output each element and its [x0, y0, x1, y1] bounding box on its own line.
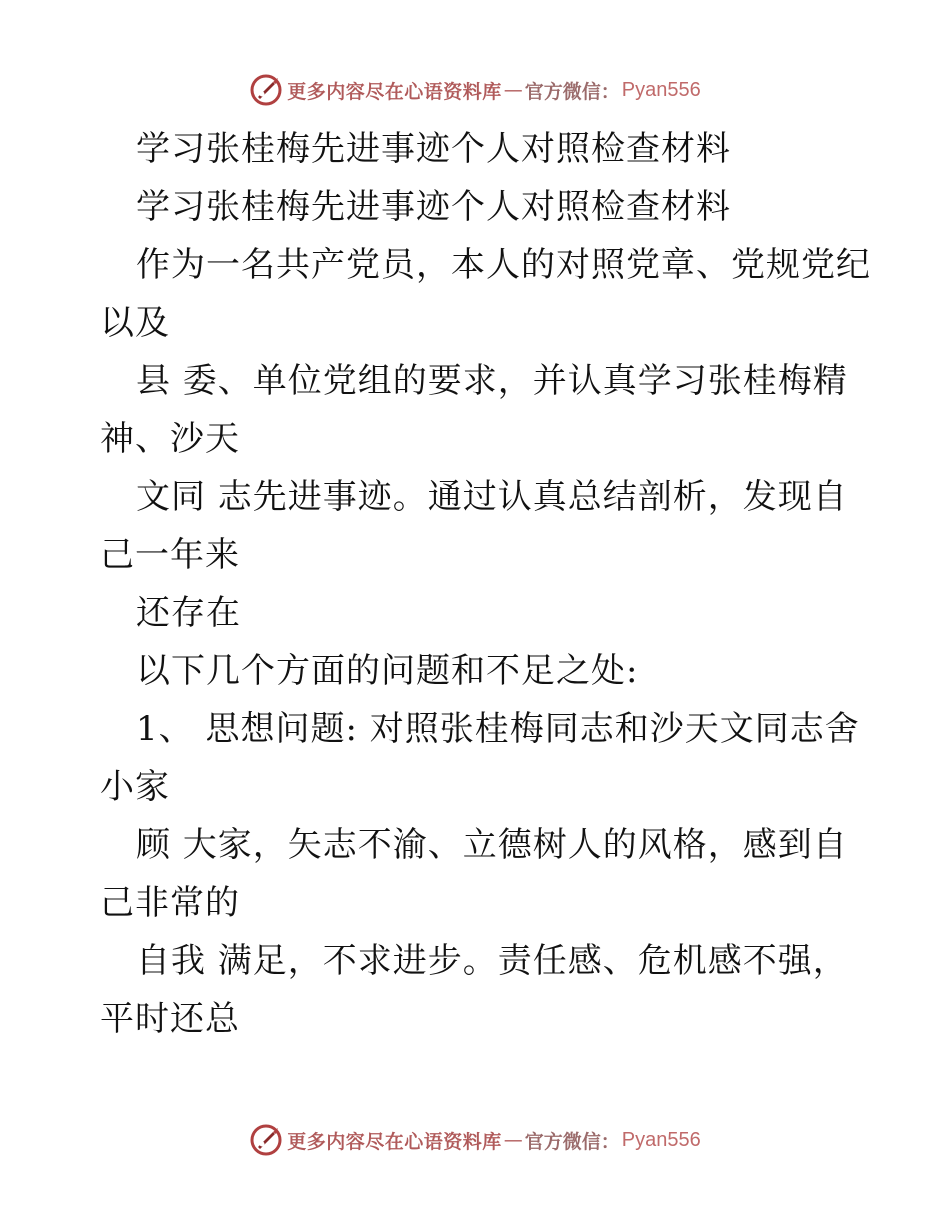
document-title: 学习张桂梅先进事迹个人对照检查材料: [136, 129, 731, 169]
paragraph-line: 自我 满足，不求进步。责任感、危机感不强，: [136, 941, 848, 981]
paragraph-line: 小家: [100, 767, 170, 807]
paragraph-line: 己一年来: [100, 535, 240, 575]
paragraph-line: 以及: [100, 303, 170, 343]
footer-wechat-label: 官方微信：: [524, 1130, 620, 1153]
paragraph-line: 还存在: [136, 593, 241, 633]
header-banner-text: 更多内容尽在心语资料库: [287, 80, 502, 103]
header-banner: [0, 70, 950, 110]
footer-wechat-id: Pyan556: [621, 1128, 701, 1151]
header-wechat-label: 官方微信：: [524, 80, 620, 103]
paragraph-line: 作为一名共产党员，本人的对照党章、党规党纪: [136, 245, 871, 285]
paragraph-line: 己非常的: [100, 883, 240, 923]
quill-logo-icon: [249, 73, 283, 107]
quill-logo-icon: [249, 1123, 283, 1157]
paragraph-line: 顾 大家，矢志不渝、立德树人的风格，感到自: [136, 825, 848, 865]
footer-banner: [0, 1120, 950, 1160]
paragraph-line: 1、 思想问题: 对照张桂梅同志和沙天文同志舍: [136, 709, 860, 749]
paragraph-line: 以下几个方面的问题和不足之处:: [136, 651, 639, 691]
header-banner-separator: —: [503, 79, 523, 101]
paragraph-line: 县 委、单位党组的要求，并认真学习张桂梅精: [136, 361, 848, 401]
footer-banner-separator: —: [503, 1129, 523, 1151]
footer-banner-text: 更多内容尽在心语资料库: [287, 1130, 502, 1153]
paragraph-line: 平时还总: [100, 999, 240, 1039]
header-wechat-id: Pyan556: [621, 78, 701, 101]
paragraph-line: 神、沙天: [100, 419, 240, 459]
document-body: [100, 120, 871, 1048]
document-subtitle: 学习张桂梅先进事迹个人对照检查材料: [136, 187, 731, 227]
paragraph-line: 文同 志先进事迹。通过认真总结剖析，发现自: [136, 477, 848, 517]
